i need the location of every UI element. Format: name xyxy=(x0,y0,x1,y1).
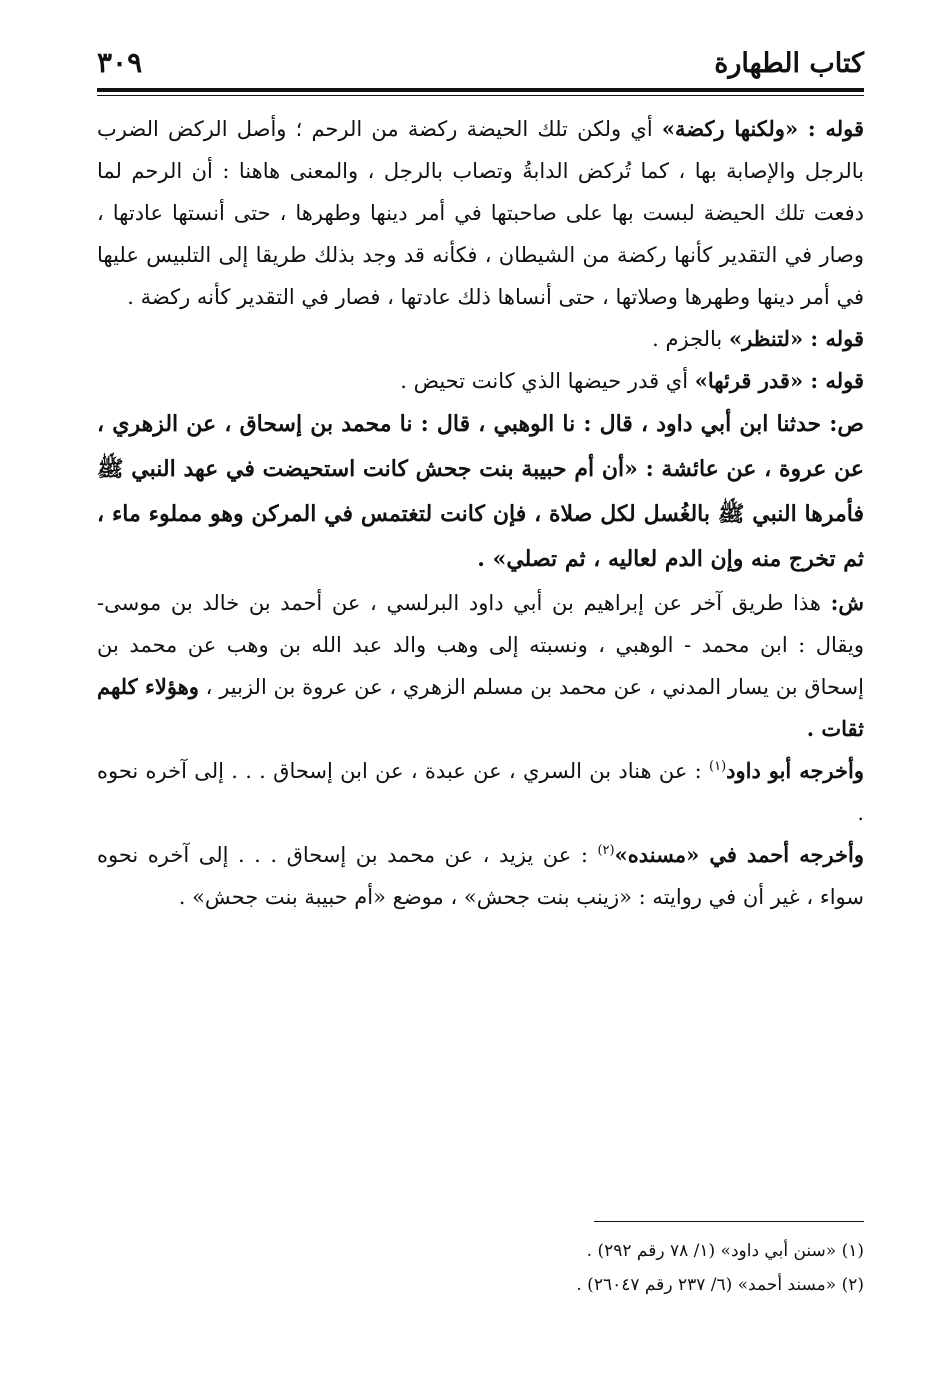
paragraph-label: ش: xyxy=(830,590,864,615)
footnote-2: (٢) «مسند أحمد» (٦/ ٢٣٧ رقم ٢٦٠٤٧) . xyxy=(576,1275,864,1295)
footnote-ref[interactable]: (١) xyxy=(709,759,727,774)
paragraph-label: قوله : «لتنظر» xyxy=(728,326,864,351)
paragraph-label: قوله : «قدر قرئها» xyxy=(694,368,864,393)
paragraph-text: هذا طريق آخر عن إبراهيم بن أبي داود البرلسي ، عن أحمد بن خالد بن موسى- ويقال : ابن محمد - الوهبي ، ونسبته إلى وهب والد عبد الله بن وهب عن محمد بن إسحاق بن يسار المدني ، عن محمد بن مسلم الزهري ، عن عروة بن الزبير ، xyxy=(97,591,864,699)
paragraph-text: : عن هناد بن السري ، عن عبدة ، عن ابن إسحاق . . . إلى آخره نحوه . xyxy=(97,759,864,825)
paragraph-text: : عن يزيد ، عن محمد بن إسحاق . . . إلى آخره نحوه سواء ، غير أن في روايته : «زينب بنت جحش» ، موضع «أم حبيبة بنت جحش» . xyxy=(97,843,864,909)
paragraph-label: وأخرجه أحمد في «مسنده» xyxy=(614,842,864,867)
paragraph-tail: وهؤلاء كلهم ثقات . xyxy=(97,674,864,741)
header-rule-thick xyxy=(97,88,864,92)
page-header xyxy=(97,40,864,82)
hadith-text: ص: حدثنا ابن أبي داود ، قال : نا الوهبي ، قال : نا محمد بن إسحاق ، عن الزهري ، عن عروة ، عن عائشة : «أن أم حبيبة بنت جحش كانت استحيضت في عهد النبي ﷺ فأمرها النبي ﷺ بالغُسل لكل صلاة ، فإن كانت لتغتمس في المركن وهو مملوء ماء ، ثم تخرج منه وإن الدم لعاليه ، ثم تصلي» . xyxy=(97,411,864,572)
paragraph-qadr-qurʾiha xyxy=(97,360,864,402)
footnote-1: (١) «سنن أبي داود» (١/ ٧٨ رقم ٢٩٢) . xyxy=(586,1241,864,1261)
paragraph-abu-dawud xyxy=(97,750,864,834)
paragraph-text: أي قدر حيضها الذي كانت تحيض . xyxy=(400,369,695,393)
footnotes xyxy=(97,1234,864,1302)
main-text xyxy=(97,108,864,918)
paragraph-ahmad xyxy=(97,834,864,918)
paragraph-label: قوله : «ولكنها ركضة» xyxy=(661,116,865,141)
footnote-separator xyxy=(594,1221,864,1222)
paragraph-sharh xyxy=(97,582,864,750)
paragraph-text: بالجزم . xyxy=(652,327,729,351)
footnote-ref[interactable]: (٢) xyxy=(597,843,615,858)
paragraph-litanzur xyxy=(97,318,864,360)
header-rule-thin xyxy=(97,95,864,96)
paragraph-text: أي ولكن تلك الحيضة ركضة من الرحم ؛ وأصل الركض الضرب بالرجل والإصابة بها ، كما تُركض الدابةُ وتصاب بالرجل ، والمعنى هاهنا : أن الرحم لما دفعت تلك الحيضة لبست بها على صاحبتها في أمر دينها وطهرها ، حتى أنستها عادتها ، وصار في التقدير كأنها ركضة من الشيطان ، فكأنه قد وجد بذلك طريقا إلى التلبيس عليها في أمر دينها وطهرها وصلاتها ، حتى أنساها ذلك عادتها ، فصار في التقدير كأنه ركضة . xyxy=(97,117,864,309)
paragraph-rakda xyxy=(97,108,864,318)
paragraph-label: وأخرجه أبو داود xyxy=(726,758,864,783)
book-title: كتاب الطهارة xyxy=(714,48,864,79)
page-number: ٣٠٩ xyxy=(97,46,143,79)
